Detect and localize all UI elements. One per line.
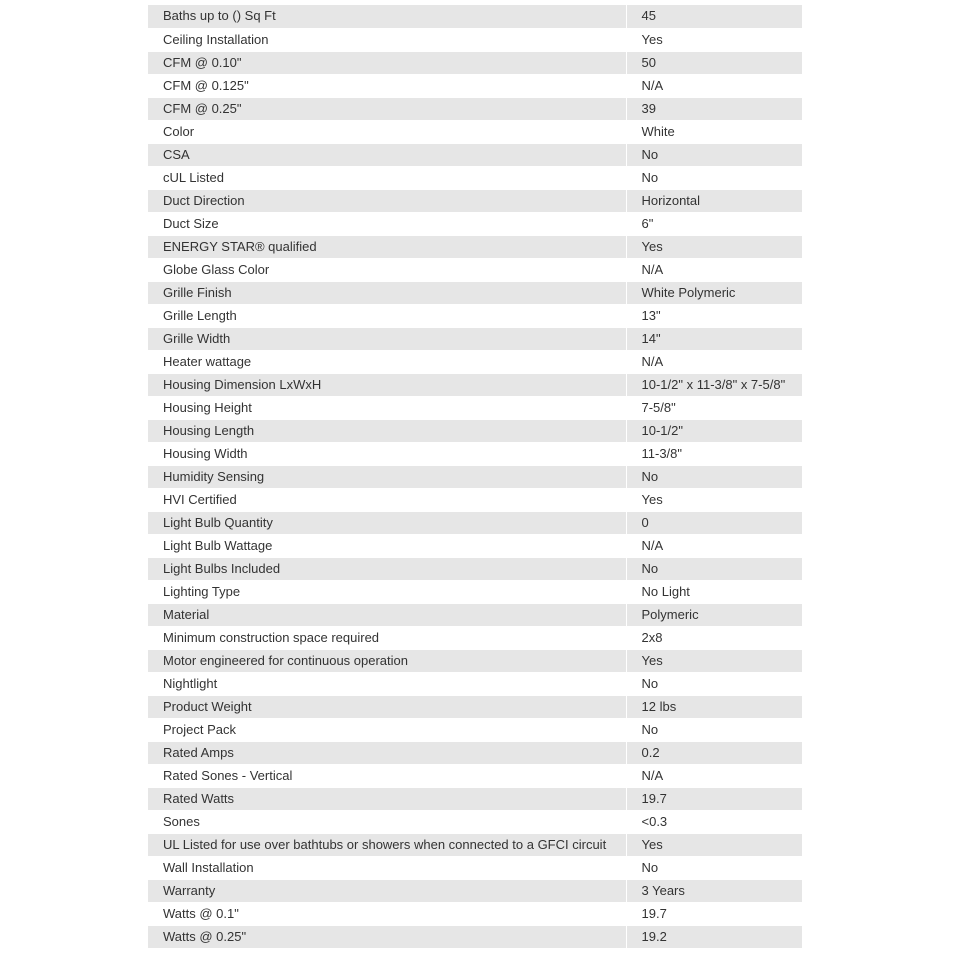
spec-row xyxy=(148,764,802,787)
spec-label: CFM @ 0.125" xyxy=(148,74,626,97)
spec-label: Housing Length xyxy=(148,419,626,442)
spec-label: Watts @ 0.1" xyxy=(148,902,626,925)
spec-row xyxy=(148,810,802,833)
spec-label: Globe Glass Color xyxy=(148,258,626,281)
spec-row xyxy=(148,833,802,856)
spec-value: Yes xyxy=(626,488,802,511)
spec-value: No xyxy=(626,557,802,580)
spec-value: 7-5/8" xyxy=(626,396,802,419)
spec-label: Humidity Sensing xyxy=(148,465,626,488)
spec-row xyxy=(148,741,802,764)
spec-value: 0.2 xyxy=(626,741,802,764)
spec-label: cUL Listed xyxy=(148,166,626,189)
spec-value: N/A xyxy=(626,764,802,787)
spec-value: 10-1/2" xyxy=(626,419,802,442)
spec-value: 45 xyxy=(626,5,802,28)
spec-row xyxy=(148,557,802,580)
spec-row xyxy=(148,5,802,28)
spec-value: 6" xyxy=(626,212,802,235)
spec-row xyxy=(148,281,802,304)
spec-label: ENERGY STAR® qualified xyxy=(148,235,626,258)
spec-label: Light Bulbs Included xyxy=(148,557,626,580)
spec-value: White Polymeric xyxy=(626,281,802,304)
spec-row xyxy=(148,534,802,557)
spec-label: UL Listed for use over bathtubs or showers when connected to a GFCI circuit xyxy=(148,833,626,856)
spec-value: Yes xyxy=(626,649,802,672)
spec-row xyxy=(148,925,802,948)
spec-row xyxy=(148,856,802,879)
spec-row xyxy=(148,189,802,212)
spec-label: Warranty xyxy=(148,879,626,902)
spec-label: Housing Dimension LxWxH xyxy=(148,373,626,396)
spec-row xyxy=(148,511,802,534)
spec-label: Material xyxy=(148,603,626,626)
spec-row xyxy=(148,649,802,672)
spec-row xyxy=(148,718,802,741)
spec-label: Rated Amps xyxy=(148,741,626,764)
spec-label: Light Bulb Quantity xyxy=(148,511,626,534)
spec-value: Polymeric xyxy=(626,603,802,626)
spec-value: 0 xyxy=(626,511,802,534)
spec-label: Minimum construction space required xyxy=(148,626,626,649)
spec-label: Wall Installation xyxy=(148,856,626,879)
spec-value: No Light xyxy=(626,580,802,603)
spec-label: Project Pack xyxy=(148,718,626,741)
spec-row xyxy=(148,465,802,488)
spec-value: 19.2 xyxy=(626,925,802,948)
spec-row xyxy=(148,902,802,925)
spec-value: No xyxy=(626,672,802,695)
spec-label: Housing Width xyxy=(148,442,626,465)
spec-row xyxy=(148,327,802,350)
spec-label: Duct Size xyxy=(148,212,626,235)
spec-row xyxy=(148,51,802,74)
spec-label: Color xyxy=(148,120,626,143)
spec-label: HVI Certified xyxy=(148,488,626,511)
spec-value: N/A xyxy=(626,534,802,557)
spec-value: 39 xyxy=(626,97,802,120)
spec-row xyxy=(148,879,802,902)
spec-row xyxy=(148,166,802,189)
spec-label: Rated Watts xyxy=(148,787,626,810)
spec-value: 19.7 xyxy=(626,902,802,925)
spec-label: Product Weight xyxy=(148,695,626,718)
spec-row xyxy=(148,373,802,396)
spec-label: Grille Width xyxy=(148,327,626,350)
spec-row xyxy=(148,350,802,373)
spec-row xyxy=(148,235,802,258)
spec-value: 10-1/2" x 11-3/8" x 7-5/8" xyxy=(626,373,802,396)
spec-label: CFM @ 0.10" xyxy=(148,51,626,74)
spec-value: White xyxy=(626,120,802,143)
spec-label: Lighting Type xyxy=(148,580,626,603)
spec-value: Horizontal xyxy=(626,189,802,212)
spec-row xyxy=(148,97,802,120)
spec-row xyxy=(148,580,802,603)
spec-row xyxy=(148,396,802,419)
spec-value: Yes xyxy=(626,28,802,51)
specifications-table xyxy=(148,5,802,949)
spec-label: Duct Direction xyxy=(148,189,626,212)
spec-label: Rated Sones - Vertical xyxy=(148,764,626,787)
spec-value: 14" xyxy=(626,327,802,350)
spec-value: N/A xyxy=(626,350,802,373)
spec-label: Nightlight xyxy=(148,672,626,695)
spec-value: N/A xyxy=(626,258,802,281)
spec-label: Heater wattage xyxy=(148,350,626,373)
spec-row xyxy=(148,695,802,718)
spec-label: Ceiling Installation xyxy=(148,28,626,51)
spec-value: No xyxy=(626,465,802,488)
spec-value: Yes xyxy=(626,235,802,258)
spec-value: 2x8 xyxy=(626,626,802,649)
spec-value: No xyxy=(626,166,802,189)
spec-value: 12 lbs xyxy=(626,695,802,718)
spec-value: No xyxy=(626,856,802,879)
spec-value: <0.3 xyxy=(626,810,802,833)
spec-label: CFM @ 0.25" xyxy=(148,97,626,120)
spec-value: No xyxy=(626,718,802,741)
spec-value: 50 xyxy=(626,51,802,74)
spec-row xyxy=(148,74,802,97)
spec-row xyxy=(148,419,802,442)
spec-label: CSA xyxy=(148,143,626,166)
spec-value: Yes xyxy=(626,833,802,856)
spec-row xyxy=(148,120,802,143)
spec-label: Sones xyxy=(148,810,626,833)
spec-row xyxy=(148,626,802,649)
spec-label: Baths up to () Sq Ft xyxy=(148,5,626,28)
spec-row xyxy=(148,212,802,235)
spec-value: 11-3/8" xyxy=(626,442,802,465)
spec-row xyxy=(148,143,802,166)
spec-value: 19.7 xyxy=(626,787,802,810)
spec-row xyxy=(148,488,802,511)
spec-value: 3 Years xyxy=(626,879,802,902)
specifications-table-body xyxy=(148,5,802,948)
spec-label: Grille Length xyxy=(148,304,626,327)
spec-row xyxy=(148,603,802,626)
spec-row xyxy=(148,28,802,51)
spec-value: No xyxy=(626,143,802,166)
spec-row xyxy=(148,787,802,810)
spec-value: 13" xyxy=(626,304,802,327)
spec-row xyxy=(148,442,802,465)
spec-label: Grille Finish xyxy=(148,281,626,304)
spec-label: Housing Height xyxy=(148,396,626,419)
spec-row xyxy=(148,258,802,281)
spec-value: N/A xyxy=(626,74,802,97)
spec-row xyxy=(148,672,802,695)
spec-label: Motor engineered for continuous operation xyxy=(148,649,626,672)
spec-label: Watts @ 0.25" xyxy=(148,925,626,948)
spec-row xyxy=(148,304,802,327)
spec-label: Light Bulb Wattage xyxy=(148,534,626,557)
